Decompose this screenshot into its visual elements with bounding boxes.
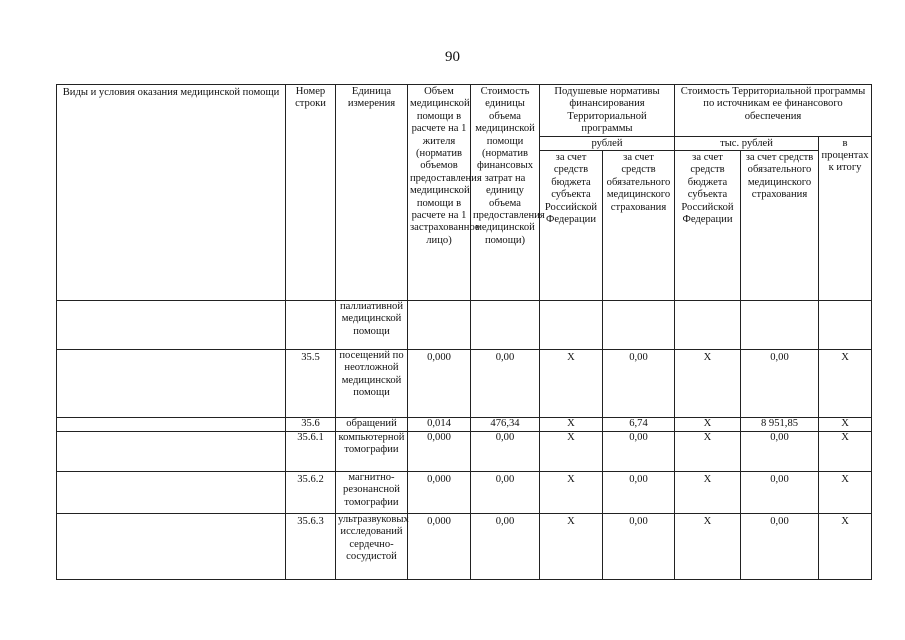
cell-oms-per-capita: 0,00 (603, 472, 675, 514)
table-row (57, 350, 872, 418)
cell-unit-cost: 476,34 (471, 418, 540, 432)
header-oms-cost: за счет средств обязательного медицинского страхования (741, 151, 819, 301)
cell-budget-per-capita (540, 301, 603, 350)
header-row-number: Номер строки (286, 85, 336, 301)
cell-volume: 0,000 (408, 472, 471, 514)
cell-budget-cost: X (675, 472, 741, 514)
cell-oms-cost: 0,00 (741, 350, 819, 418)
cell-unit: посещений по неотложной медицинской помощи (336, 350, 408, 418)
cell-kind (57, 472, 286, 514)
cell-row-number: 35.5 (286, 350, 336, 418)
cell-unit: паллиативной медицинской помощи (336, 301, 408, 350)
cell-budget-per-capita: X (540, 350, 603, 418)
cell-oms-cost: 0,00 (741, 472, 819, 514)
cell-budget-per-capita: X (540, 432, 603, 472)
cell-unit-cost (471, 301, 540, 350)
cell-budget-cost (675, 301, 741, 350)
cell-kind (57, 432, 286, 472)
header-per-capita-unit: рублей (540, 136, 675, 150)
cell-percent: X (819, 514, 872, 580)
table-row (57, 432, 872, 472)
cell-oms-cost: 0,00 (741, 432, 819, 472)
cell-oms-per-capita: 0,00 (603, 432, 675, 472)
cell-budget-cost: X (675, 514, 741, 580)
cell-unit-cost: 0,00 (471, 350, 540, 418)
cell-percent: X (819, 472, 872, 514)
medical-care-table (56, 84, 872, 580)
cell-percent (819, 301, 872, 350)
header-budget-per-capita: за счет средств бюджета субъекта Российской Федерации (540, 151, 603, 301)
header-program-cost-unit: тыс. рублей (675, 136, 819, 150)
cell-percent: X (819, 350, 872, 418)
cell-unit: ультразвуковых исследований сердечно-сосудистой (336, 514, 408, 580)
cell-row-number (286, 301, 336, 350)
header-budget-cost: за счет средств бюджета субъекта Российской Федерации (675, 151, 741, 301)
cell-volume: 0,014 (408, 418, 471, 432)
header-volume: Объем медицинской помощи в расчете на 1 жителя (норматив объемов предоставления медицинской помощи в расчете на 1 застрахованное лицо) (408, 85, 471, 301)
table-row (57, 514, 872, 580)
cell-oms-per-capita: 0,00 (603, 350, 675, 418)
cell-budget-cost: X (675, 432, 741, 472)
table-row (57, 418, 872, 432)
cell-oms-per-capita: 6,74 (603, 418, 675, 432)
cell-kind (57, 514, 286, 580)
page-number: 90 (445, 49, 460, 65)
cell-oms-cost (741, 301, 819, 350)
cell-unit-cost: 0,00 (471, 514, 540, 580)
cell-row-number: 35.6.1 (286, 432, 336, 472)
cell-unit-cost: 0,00 (471, 432, 540, 472)
table-row (57, 472, 872, 514)
cell-row-number: 35.6.2 (286, 472, 336, 514)
header-oms-per-capita: за счет средств обязательного медицинского страхования (603, 151, 675, 301)
cell-unit: обращений (336, 418, 408, 432)
header-unit: Единица измерения (336, 85, 408, 301)
cell-volume (408, 301, 471, 350)
cell-kind (57, 350, 286, 418)
cell-percent: X (819, 432, 872, 472)
cell-budget-cost: X (675, 350, 741, 418)
header-percent: в процентах к итогу (819, 136, 872, 300)
header-kind: Виды и условия оказания медицинской помощи (57, 85, 286, 301)
cell-budget-per-capita: X (540, 514, 603, 580)
cell-oms-cost: 0,00 (741, 514, 819, 580)
cell-kind (57, 301, 286, 350)
header-program-cost-group: Стоимость Территориальной программы по источникам ее финансового обеспечения (675, 85, 872, 137)
cell-row-number: 35.6.3 (286, 514, 336, 580)
cell-unit: магнитно-резонансной томографии (336, 472, 408, 514)
cell-oms-per-capita: 0,00 (603, 514, 675, 580)
cell-volume: 0,000 (408, 350, 471, 418)
table-row (57, 301, 872, 350)
header-unit-cost: Стоимость единицы объема медицинской помощи (норматив финансовых затрат на единицу объема предоставления медицинской помощи) (471, 85, 540, 301)
cell-budget-per-capita: X (540, 418, 603, 432)
cell-unit: компьютерной томографии (336, 432, 408, 472)
cell-budget-cost: X (675, 418, 741, 432)
cell-volume: 0,000 (408, 432, 471, 472)
cell-oms-per-capita (603, 301, 675, 350)
cell-kind (57, 418, 286, 432)
cell-volume: 0,000 (408, 514, 471, 580)
cell-percent: X (819, 418, 872, 432)
cell-budget-per-capita: X (540, 472, 603, 514)
header-per-capita-group: Подушевые нормативы финансирования Территориальной программы (540, 85, 675, 137)
cell-unit-cost: 0,00 (471, 472, 540, 514)
cell-row-number: 35.6 (286, 418, 336, 432)
cell-oms-cost: 8 951,85 (741, 418, 819, 432)
